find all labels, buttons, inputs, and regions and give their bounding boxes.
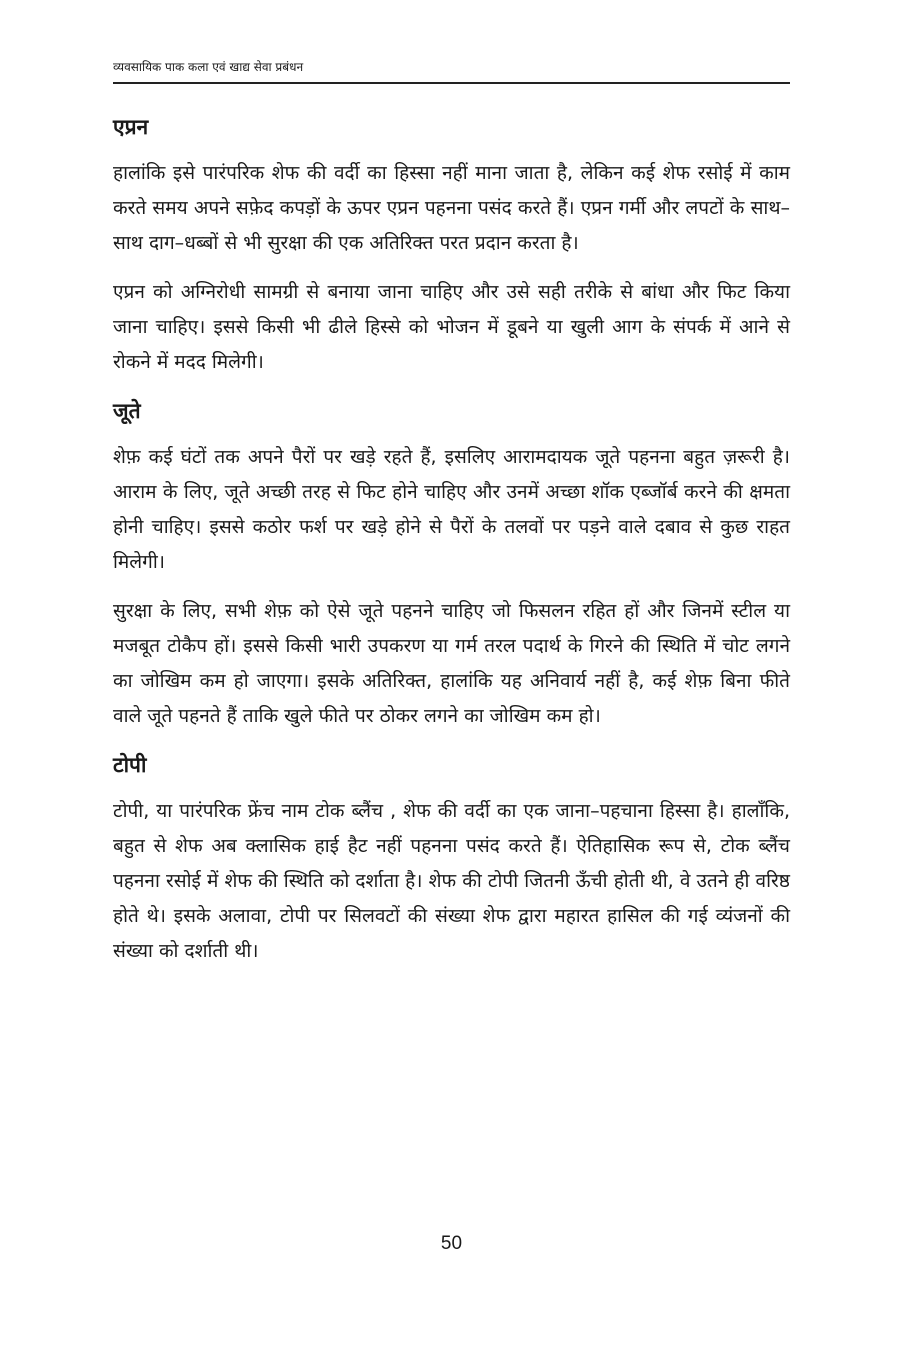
running-header: व्यवसायिक पाक कला एवं खाद्य सेवा प्रबंधन <box>113 60 304 74</box>
section-heading-hat: टोपी <box>113 753 147 777</box>
page-content <box>113 110 790 983</box>
paragraph: हालांकि इसे पारंपरिक शेफ की वर्दी का हिस्सा नहीं माना जाता है, लेकिन कई शेफ रसोई में काम करते समय अपने सफ़ेद कपड़ों के ऊपर एप्रन पहनना पसंद करते हैं। एप्रन गर्मी और लपटों के साथ–साथ दाग–धब्बों से भी सुरक्षा की एक अतिरिक्त परत प्रदान करता है। <box>113 162 790 254</box>
section-heading-apron: एप्रन <box>113 115 149 139</box>
page-number: 50 <box>440 1233 463 1254</box>
paragraph: शेफ़ कई घंटों तक अपने पैरों पर खड़े रहते हैं, इसलिए आरामदायक जूते पहनना बहुत ज़रूरी है। आराम के लिए, जूते अच्छी तरह से फिट होने चाहिए और उनमें अच्छा शॉक एब्जॉर्ब करने की क्षमता होनी चाहिए। इससे कठोर फर्श पर खड़े होने से पैरों के तलवों पर पड़ने वाले दबाव से कुछ राहत मिलेगी। <box>113 446 790 573</box>
header-divider <box>113 82 790 84</box>
section-apron <box>113 110 790 380</box>
paragraph: टोपी, या पारंपरिक फ्रेंच नाम टोक ब्लैंच , शेफ की वर्दी का एक जाना–पहचाना हिस्सा है। हालाँकि, बहुत से शेफ अब क्लासिक हाई हैट नहीं पहनना पसंद करते हैं। ऐतिहासिक रूप से, टोक ब्लैंच पहनना रसोई में शेफ की स्थिति को दर्शाता है। शेफ की टोपी जितनी ऊँची होती थी, वे उतने ही वरिष्ठ होते थे। इसके अलावा, टोपी पर सिलवटों की संख्या शेफ द्वारा महारत हासिल की गई व्यंजनों की संख्या को दर्शाती थी। <box>113 800 790 962</box>
section-heading-shoes: जूते <box>113 399 141 423</box>
section-shoes <box>113 394 790 734</box>
section-hat <box>113 748 790 969</box>
paragraph: एप्रन को अग्निरोधी सामग्री से बनाया जाना चाहिए और उसे सही तरीके से बांधा और फिट किया जाना चाहिए। इससे किसी भी ढीले हिस्से को भोजन में डूबने या खुली आग के संपर्क में आने से रोकने में मदद मिलेगी। <box>113 281 790 373</box>
paragraph: सुरक्षा के लिए, सभी शेफ़ को ऐसे जूते पहनने चाहिए जो फिसलन रहित हों और जिनमें स्टील या मजबूत टोकैप हों। इससे किसी भारी उपकरण या गर्म तरल पदार्थ के गिरने की स्थिति में चोट लगने का जोखिम कम हो जाएगा। इसके अतिरिक्त, हालांकि यह अनिवार्य नहीं है, कई शेफ़ बिना फीते वाले जूते पहनते हैं ताकि खुले फीते पर ठोकर लगने का जोखिम कम हो। <box>113 600 790 727</box>
